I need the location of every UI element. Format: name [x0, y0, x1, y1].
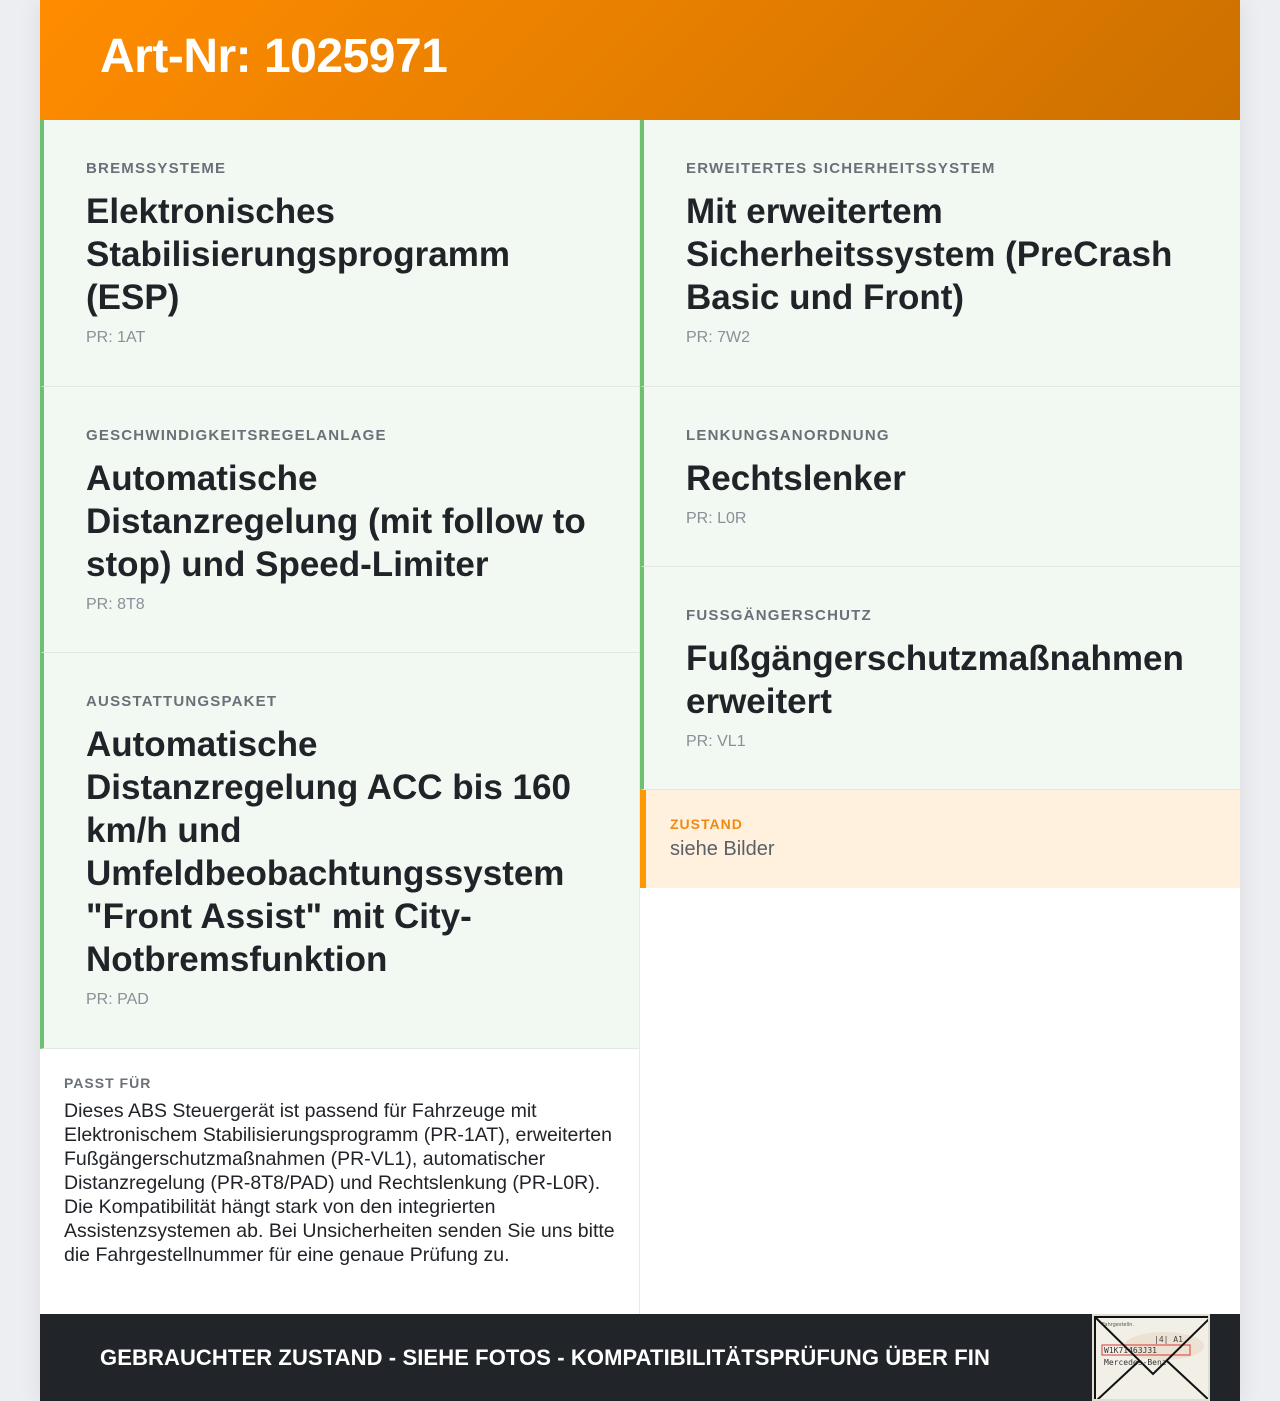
feature-card: [640, 387, 1240, 567]
feature-card: [640, 567, 1240, 790]
feature-card: [40, 653, 639, 1049]
svg-text:|4| A1: |4| A1: [1154, 1335, 1183, 1344]
header: [40, 0, 1240, 120]
condition-value: siehe Bilder: [670, 838, 775, 860]
pr-code: PR: 1AT: [86, 329, 146, 346]
feature-category: ERWEITERTES SICHERHEITSSYSTEM: [686, 160, 996, 177]
pr-code: PR: L0R: [686, 510, 747, 527]
feature-title: Elektronisches Stabilisierungsprogramm (ESP): [86, 192, 510, 317]
left-column: [40, 120, 640, 1314]
compatibility-label: PASST FÜR: [64, 1075, 152, 1091]
footer-bar: [40, 1314, 1240, 1401]
pr-code: PR: 7W2: [686, 329, 751, 346]
feature-title: Automatische Distanzregelung (mit follow to stop) und Speed-Limiter: [86, 459, 586, 584]
feature-category: BREMSSYSTEME: [86, 160, 227, 177]
pr-code: PR: VL1: [686, 733, 746, 750]
article-number-title: Art-Nr: 1025971: [100, 29, 448, 83]
feature-title: Automatische Distanzregelung ACC bis 160 km/h und Umfeldbeobachtungssystem "Front Assist" mit City-Notbremsfunktion: [86, 725, 571, 979]
svg-text:Fahrgestelln.: Fahrgestelln.: [1102, 1322, 1135, 1328]
feature-title: Mit erweitertem Sicherheitssystem (PreCrash Basic und Front): [686, 192, 1173, 317]
condition-label: ZUSTAND: [670, 816, 743, 832]
condition-box: [640, 790, 1240, 888]
envelope-icon: [1094, 1316, 1210, 1401]
pr-code: PR: 8T8: [86, 596, 145, 613]
compatibility-section: [40, 1049, 639, 1314]
feature-title: Fußgängerschutzmaßnahmen erweitert: [686, 639, 1184, 721]
compatibility-text: Dieses ABS Steuergerät ist passend für Fahrzeuge mit Elektronischem Stabilisierungsprogramm (PR-1AT), erweiterten Fußgängerschutzmaßnahmen (PR-VL1), automatischer Distanzregelung (PR-8T8/PAD) und Rechtslenkung (PR-L0R). Die Kompatibilität hängt stark von den integrierten Assistenzsystemen ab. Bei Unsicherheiten senden Sie uns bitte die Fahrgestellnummer für eine genaue Prüfung zu.: [64, 1100, 615, 1266]
feature-category: LENKUNGSANORDNUNG: [686, 427, 890, 444]
footer-note: GEBRAUCHTER ZUSTAND - SIEHE FOTOS - KOMPATIBILITÄTSPRÜFUNG ÜBER FIN: [100, 1344, 990, 1370]
pr-code: PR: PAD: [86, 991, 149, 1008]
vin-envelope-image: [1092, 1314, 1210, 1401]
feature-card: [40, 387, 639, 653]
feature-grid: [40, 120, 1240, 1314]
feature-category: FUSSGÄNGERSCHUTZ: [686, 607, 872, 624]
feature-category: GESCHWINDIGKEITSREGELANLAGE: [86, 427, 387, 444]
right-column: [640, 120, 1240, 1314]
feature-card: [640, 120, 1240, 387]
product-sheet: [40, 0, 1240, 1401]
svg-text:Mercedes-Benz: Mercedes-Benz: [1104, 1358, 1167, 1367]
feature-category: AUSSTATTUNGSPAKET: [86, 693, 278, 710]
feature-card: [40, 120, 639, 387]
svg-text:W1K71463J31: W1K71463J31: [1104, 1346, 1157, 1355]
feature-title: Rechtslenker: [686, 459, 906, 498]
